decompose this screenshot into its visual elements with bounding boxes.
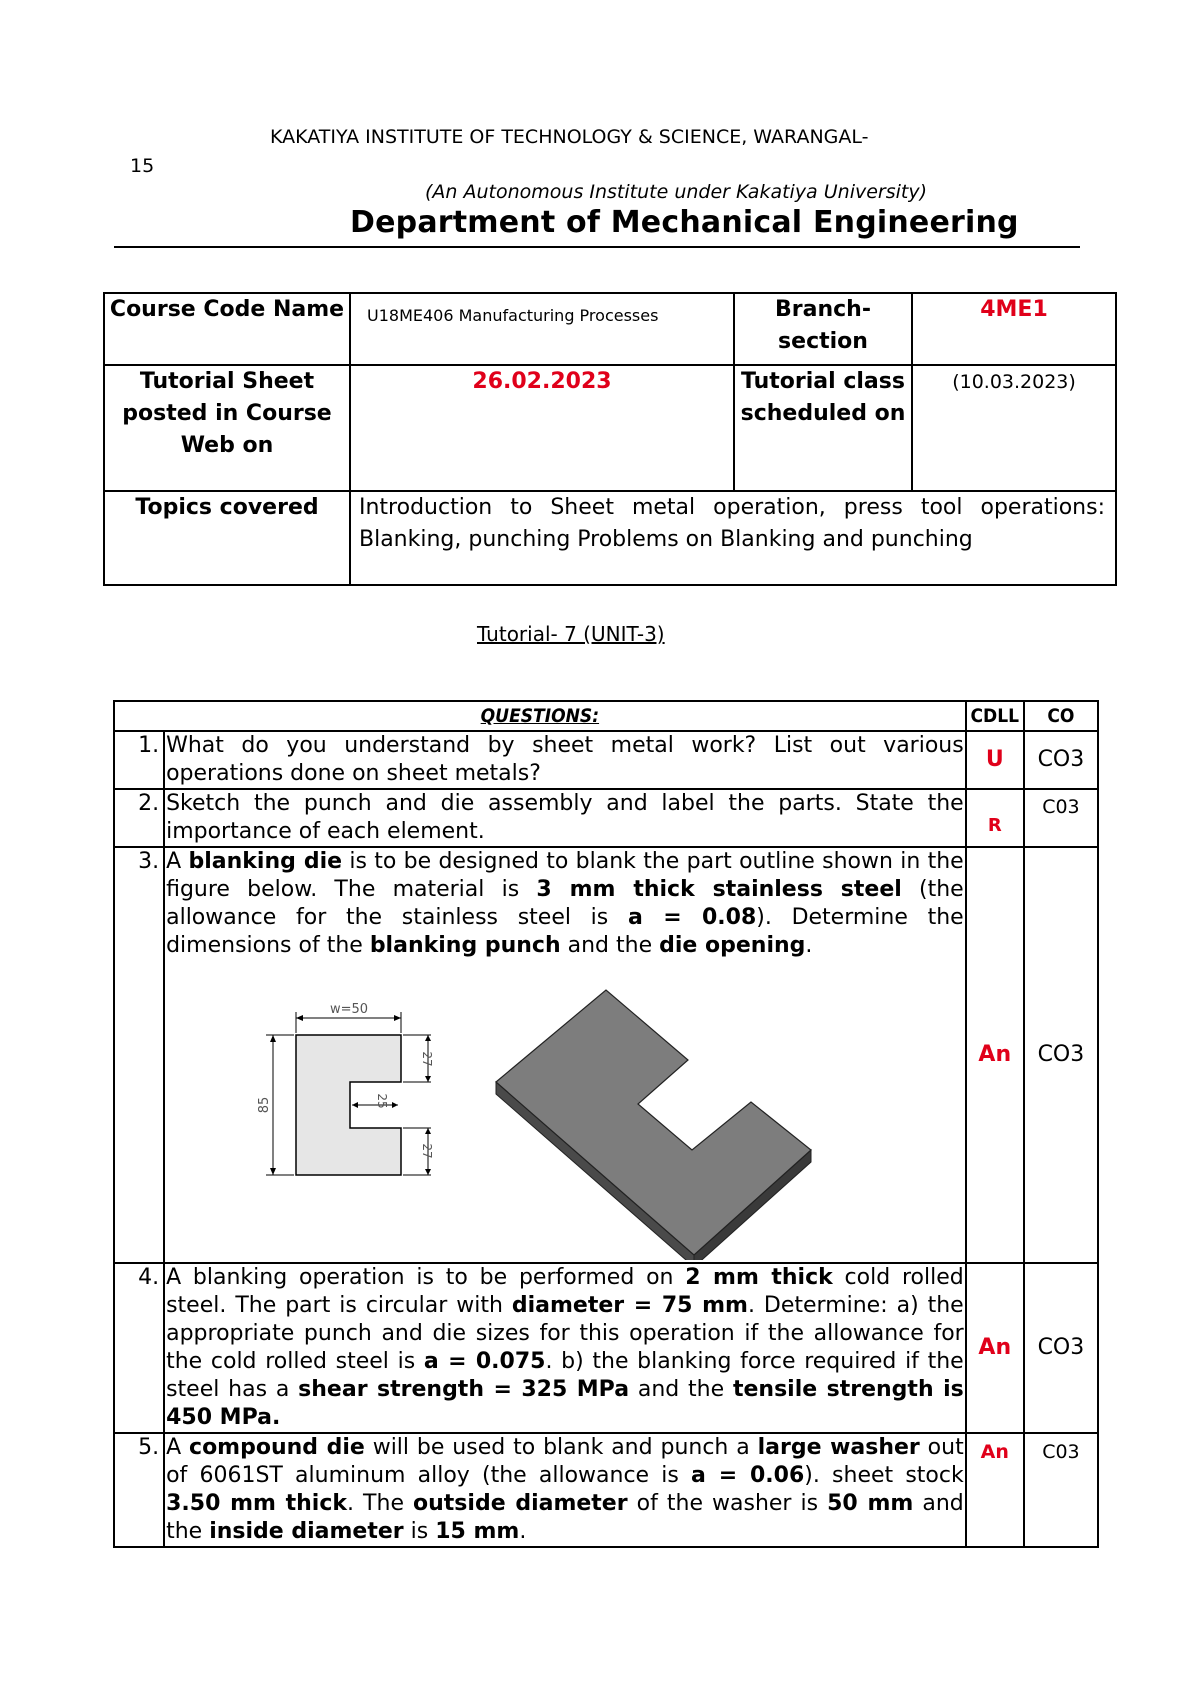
part-isometric-3d [496, 990, 811, 1260]
text-bold: a = 0.08 [627, 905, 757, 930]
institute-name-continued: 15 [130, 155, 155, 177]
course-info-table [103, 292, 1117, 586]
dim-bottomarm-label: 27 [420, 1143, 435, 1159]
text-segment: and the [629, 1377, 733, 1402]
questions-header-text: QUESTIONS: [480, 705, 600, 727]
question-number: 5. [114, 1433, 164, 1547]
text-bold: 50 mm [827, 1491, 914, 1516]
question-number: 3. [114, 847, 164, 1263]
course-outcome: C03 [1024, 789, 1098, 847]
posted-label: Tutorial Sheet posted in Course Web on [104, 365, 350, 491]
autonomous-note: (An Autonomous Institute under Kakatiya University) [425, 181, 927, 203]
dim-slot-label: 25 [375, 1093, 390, 1109]
arrow-head [352, 1102, 358, 1108]
text-segment: ). sheet stock [804, 1463, 964, 1488]
cdll-level: R [966, 789, 1024, 847]
text-segment: will be used to blank and punch a [364, 1435, 758, 1460]
text-segment: is to be designed to blank the part outline shown in the figure below. The material is [166, 849, 964, 902]
cdll-level: An [966, 1433, 1024, 1547]
part-outline-2d [257, 1001, 434, 1175]
text-segment: and the [166, 1491, 964, 1544]
arrow-head [425, 1076, 431, 1082]
text-segment: . [519, 1519, 527, 1544]
text-segment: is [403, 1519, 436, 1544]
text-bold: diameter = 75 mm [511, 1293, 748, 1318]
course-outcome: CO3 [1024, 1263, 1098, 1433]
cdll-header: CDLL [966, 701, 1024, 731]
text-bold: 2 mm thick [685, 1265, 833, 1290]
tutorial-title: Tutorial- 7 (UNIT-3) [477, 622, 665, 646]
questions-table [113, 700, 1099, 1548]
text-segment: A [166, 1435, 190, 1460]
institute-name: KAKATIYA INSTITUTE OF TECHNOLOGY & SCIENCE, WARANGAL- [270, 126, 869, 148]
course-code-value: U18ME406 Manufacturing Processes [350, 293, 734, 365]
text-segment: A [166, 849, 189, 874]
question-text [166, 848, 964, 960]
questions-header [114, 701, 966, 731]
arrow-head [270, 1168, 276, 1175]
text-bold: a = 0.06 [691, 1463, 805, 1488]
text-bold: die opening [659, 933, 806, 958]
question-cell [164, 847, 966, 1263]
text-segment: . Determine: a) the appropriate punch and die sizes for this operation if the allowance for the cold rolled steel is [166, 1293, 964, 1374]
scheduled-label: Tutorial class scheduled on [734, 365, 912, 491]
question-text: Sketch the punch and die assembly and label the parts. State the importance of each element. [164, 789, 966, 847]
text-bold: inside diameter [209, 1519, 404, 1544]
text-bold: outside diameter [413, 1491, 628, 1516]
text-segment: . b) the blanking force required if the steel has a [166, 1349, 964, 1402]
blank-figure [166, 960, 964, 1260]
course-outcome: CO3 [1024, 731, 1098, 789]
course-code-label: Course Code Name [104, 293, 350, 365]
text-bold: a = 0.075 [423, 1349, 546, 1374]
arrow-head [425, 1169, 431, 1175]
department-title: Department of Mechanical Engineering [350, 205, 1019, 240]
text-bold: tensile strength is 450 MPa. [166, 1377, 964, 1430]
text-segment: . [805, 933, 813, 958]
arrow-head [296, 1015, 303, 1021]
text-bold: blanking punch [369, 933, 561, 958]
part-top-face [496, 990, 811, 1255]
text-bold: 3.50 mm thick [166, 1491, 348, 1516]
text-segment: . The [347, 1491, 414, 1516]
text-segment: of the washer is [627, 1491, 828, 1516]
question-text [164, 1263, 966, 1433]
text-bold: 3 mm thick stainless steel [536, 877, 902, 902]
question-text [164, 1433, 966, 1547]
posted-date: 26.02.2023 [350, 365, 734, 491]
text-segment: (the allowance for the stainless steel is [166, 877, 964, 930]
question-number: 2. [114, 789, 164, 847]
co-header: CO [1024, 701, 1098, 731]
text-segment: cold rolled steel. The part is circular with [166, 1265, 964, 1318]
course-outcome: CO3 [1024, 847, 1098, 1263]
text-segment: out of 6061ST aluminum alloy (the allowance is [166, 1435, 964, 1488]
text-segment: and the [560, 933, 660, 958]
blank-part-drawing [166, 960, 962, 1260]
question-number: 4. [114, 1263, 164, 1433]
branch-label: Branch-section [734, 293, 912, 365]
scheduled-date: (10.03.2023) [912, 365, 1116, 491]
cdll-level: An [966, 1263, 1024, 1433]
branch-value: 4ME1 [912, 293, 1116, 365]
text-bold: shear strength = 325 MPa [298, 1377, 630, 1402]
text-bold: 15 mm [435, 1519, 520, 1544]
topics-label: Topics covered [104, 491, 350, 585]
text-bold: blanking die [188, 849, 343, 874]
question-number: 1. [114, 731, 164, 789]
course-outcome: C03 [1024, 1433, 1098, 1547]
cdll-level: U [966, 731, 1024, 789]
text-segment: ). Determine the dimensions of the [166, 905, 964, 958]
text-bold: compound die [189, 1435, 365, 1460]
text-segment: A blanking operation is to be performed on [166, 1265, 686, 1290]
topics-value: Introduction to Sheet metal operation, press tool operations: Blanking, punching Problems on Blanking and punching [350, 491, 1116, 585]
arrow-head [392, 1102, 398, 1108]
arrow-head [425, 1035, 431, 1041]
dim-width-label: w=50 [330, 1002, 369, 1017]
arrow-head [270, 1035, 276, 1042]
arrow-head [394, 1015, 401, 1021]
text-bold: large washer [757, 1435, 920, 1460]
dim-toparm-label: 27 [420, 1051, 435, 1067]
dim-height-label: 85 [257, 1096, 273, 1114]
cdll-level: An [966, 847, 1024, 1263]
question-text: What do you understand by sheet metal work? List out various operations done on sheet metals? [164, 731, 966, 789]
title-underline [114, 246, 1080, 248]
arrow-head [425, 1128, 431, 1134]
